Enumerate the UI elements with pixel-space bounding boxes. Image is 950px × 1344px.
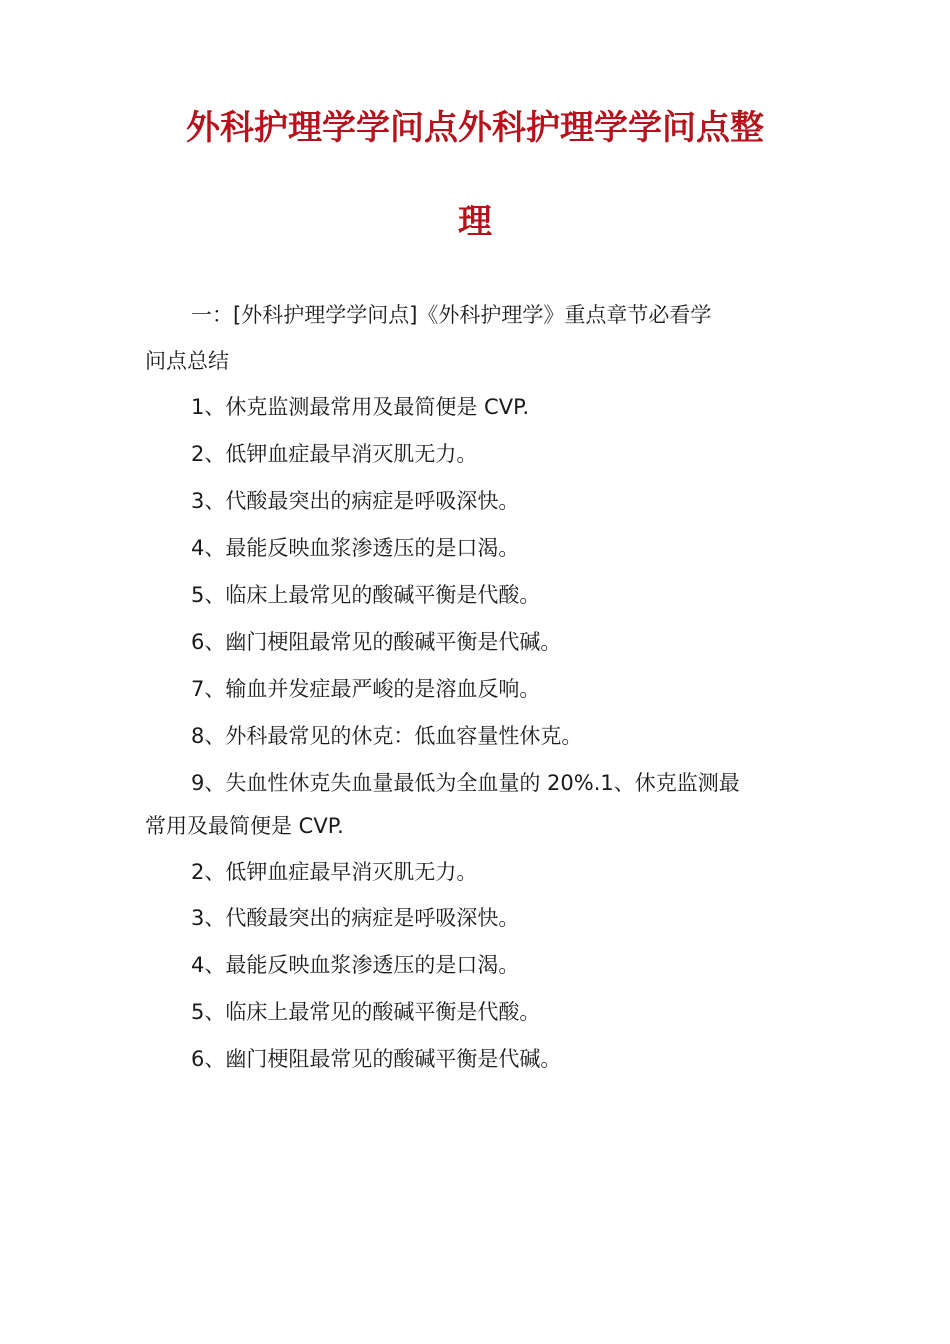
list-item: 5、临床上最常见的酸碱平衡是代酸。 xyxy=(191,583,541,607)
list-item: 3、代酸最突出的病症是呼吸深快。 xyxy=(191,906,520,930)
list-item: 7、输血并发症最严峻的是溶血反响。 xyxy=(191,677,541,701)
list-item-continuation: 常用及最简便是 CVP. xyxy=(145,814,344,838)
list-item: 4、最能反映血浆渗透压的是口渴。 xyxy=(191,953,520,977)
intro-paragraph-line2: 问点总结 xyxy=(145,349,229,373)
list-item: 6、幽门梗阻最常见的酸碱平衡是代碱。 xyxy=(191,1047,562,1071)
list-item: 5、临床上最常见的酸碱平衡是代酸。 xyxy=(191,1000,541,1024)
list-item: 1、休克监测最常用及最简便是 CVP. xyxy=(191,395,530,419)
list-item: 9、失血性休克失血量最低为全血量的 20%.1、休克监测最 xyxy=(191,771,740,795)
document-title-line2: 理 xyxy=(458,202,492,242)
list-item: 2、低钾血症最早消灭肌无力。 xyxy=(191,442,478,466)
list-item: 4、最能反映血浆渗透压的是口渴。 xyxy=(191,536,520,560)
list-item: 3、代酸最突出的病症是呼吸深快。 xyxy=(191,489,520,513)
list-item: 6、幽门梗阻最常见的酸碱平衡是代碱。 xyxy=(191,630,562,654)
intro-paragraph-line1: 一：[外科护理学学问点]《外科护理学》重点章节必看学 xyxy=(191,303,712,327)
list-item: 8、外科最常见的休克：低血容量性休克。 xyxy=(191,724,583,748)
document-title-line1: 外科护理学学问点外科护理学学问点整 xyxy=(186,108,764,148)
list-item: 2、低钾血症最早消灭肌无力。 xyxy=(191,860,478,884)
